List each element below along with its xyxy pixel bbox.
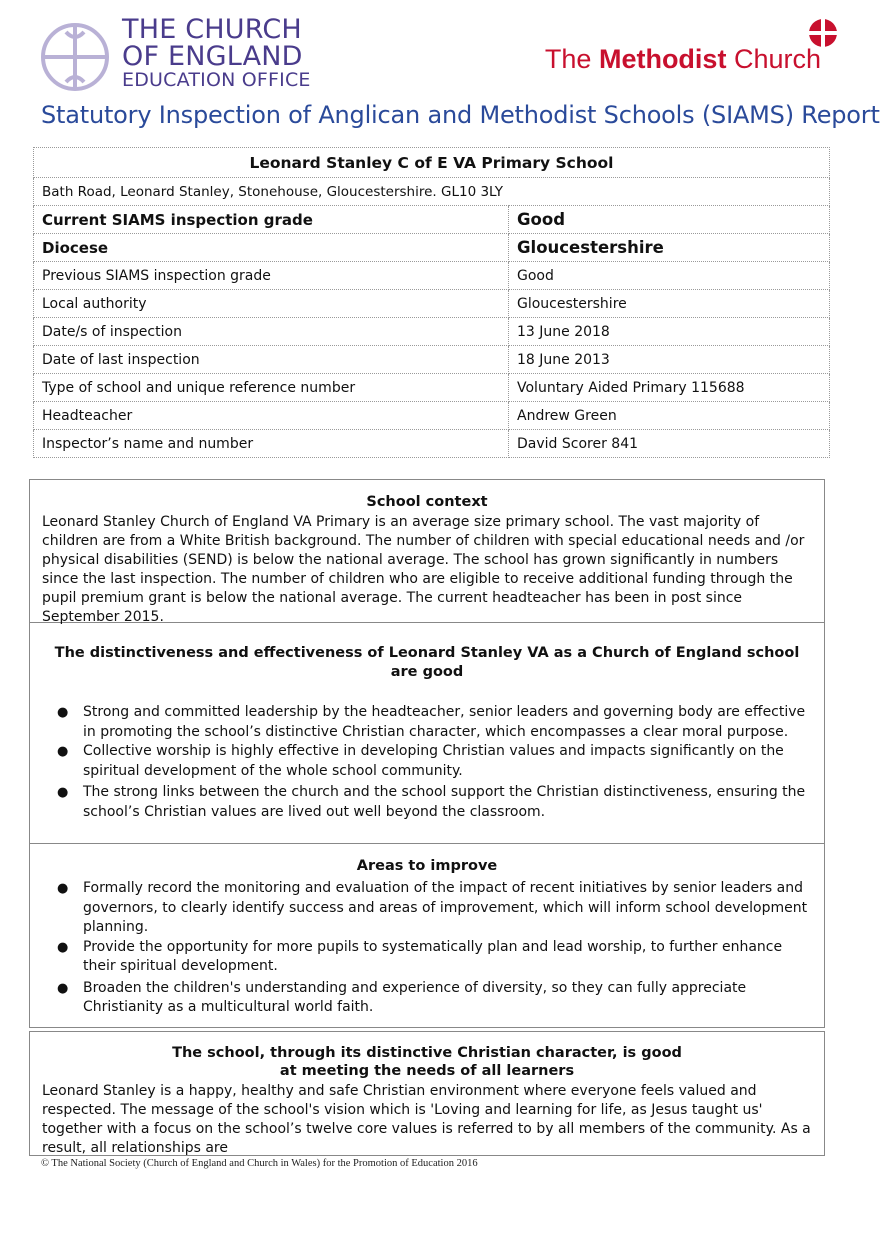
areas-to-improve-heading: Areas to improve [356,858,498,874]
list-item: ● Formally record the monitoring and evaluation of the impact of recent initiatives by senior leaders and governors, to clearly identify success and areas of improvement, which will inform school development planning. [57,880,808,935]
info-value: Gloucestershire [509,234,830,262]
school-info-table [33,147,830,458]
list-item: ● Collective worship is highly effective in developing Christian values and impacts significantly on the spiritual development of the whole school community. [57,743,784,779]
info-label: Headteacher [34,402,509,430]
distinctiveness-heading: The distinctiveness and effectiveness of Leonard Stanley VA as a Church of England school are good [54,645,800,680]
distinctiveness-section [29,622,825,844]
list-item: ● Broaden the children's understanding and experience of diversity, so they can fully appreciate Christianity as a multicultural world faith. [57,979,747,1015]
info-label: Inspector’s name and number [34,430,509,458]
bullet-icon: ● [57,785,69,800]
bullet-icon: ● [57,705,69,720]
coe-logo-line2: OF ENGLAND [122,41,303,72]
areas-to-improve-list [30,879,824,1018]
bullet-icon: ● [57,980,69,996]
info-label: Current SIAMS inspection grade [34,206,509,234]
info-label: Local authority [34,290,509,318]
church-of-england-logo-icon [40,22,110,92]
info-value: Voluntary Aided Primary 115688 [509,374,830,402]
areas-to-improve-section [29,843,825,1028]
list-item: ● The strong links between the church and the school support the Christian distinctiveness, ensuring the school’s Christian values are lived out well beyond the classroom. [57,784,806,820]
bullet-icon: ● [57,939,69,955]
school-context-heading: School context [366,494,488,510]
bullet-icon: ● [57,744,69,759]
info-value: David Scorer 841 [509,430,830,458]
report-title: Statutory Inspection of Anglican and Methodist Schools (SIAMS) Report [41,101,880,129]
info-value: Gloucestershire [509,290,830,318]
school-address: Bath Road, Leonard Stanley, Stonehouse, Gloucestershire. GL10 3LY [34,178,830,206]
bullet-icon: ● [57,881,69,896]
info-value: 13 June 2018 [509,318,830,346]
meeting-needs-heading: The school, through its distinctive Christian character, is good at meeting the needs of all learners [172,1045,682,1079]
distinctiveness-list [30,703,824,822]
info-label: Previous SIAMS inspection grade [34,262,509,290]
school-context-body: Leonard Stanley Church of England VA Primary is an average size primary school. The vast majority of children are from a White British background. The number of children with special educational needs and /or physical disabilities (SEND) is below the national average. The school has grown significantly in numbers since the last inspection. The number of children who are eligible to receive additional funding through the pupil premium grant is below the national average. The current headteacher has been in post since September 2015. [42,514,805,625]
copyright-footer: © The National Society (Church of England and Church in Wales) for the Promotion of Education 2016 [41,1158,478,1169]
school-context-section [29,479,825,623]
list-item: ● Provide the opportunity for more pupils to systematically plan and lead worship, to further enhance their spiritual development. [57,938,783,974]
info-label: Date/s of inspection [34,318,509,346]
methodist-church-logo-text: The Methodist Church [544,44,821,74]
info-label: Type of school and unique reference number [34,374,509,402]
info-value: Good [509,262,830,290]
list-item: ● Strong and committed leadership by the headteacher, senior leaders and governing body are effective in promoting the school’s distinctive Christian character, which encompasses a clear moral purpose. [57,704,806,740]
coe-logo-line3: EDUCATION OFFICE [122,69,311,91]
methodist-cross-icon [808,18,838,48]
info-value: 18 June 2013 [509,346,830,374]
coe-logo-line1: THE CHURCH [122,14,302,45]
meeting-needs-section [29,1031,825,1156]
meeting-needs-body: Leonard Stanley is a happy, healthy and safe Christian environment where everyone feels valued and respected. The message of the school's vision which is 'Loving and learning for life, as Jesus taught us' together with a focus on the school’s twelve core values is referred to by all members of the community. As a result, all relationships are [42,1083,811,1156]
info-value: Andrew Green [509,402,830,430]
school-name: Leonard Stanley C of E VA Primary School [34,148,830,178]
info-value: Good [509,206,830,234]
info-label: Date of last inspection [34,346,509,374]
info-label: Diocese [34,234,509,262]
